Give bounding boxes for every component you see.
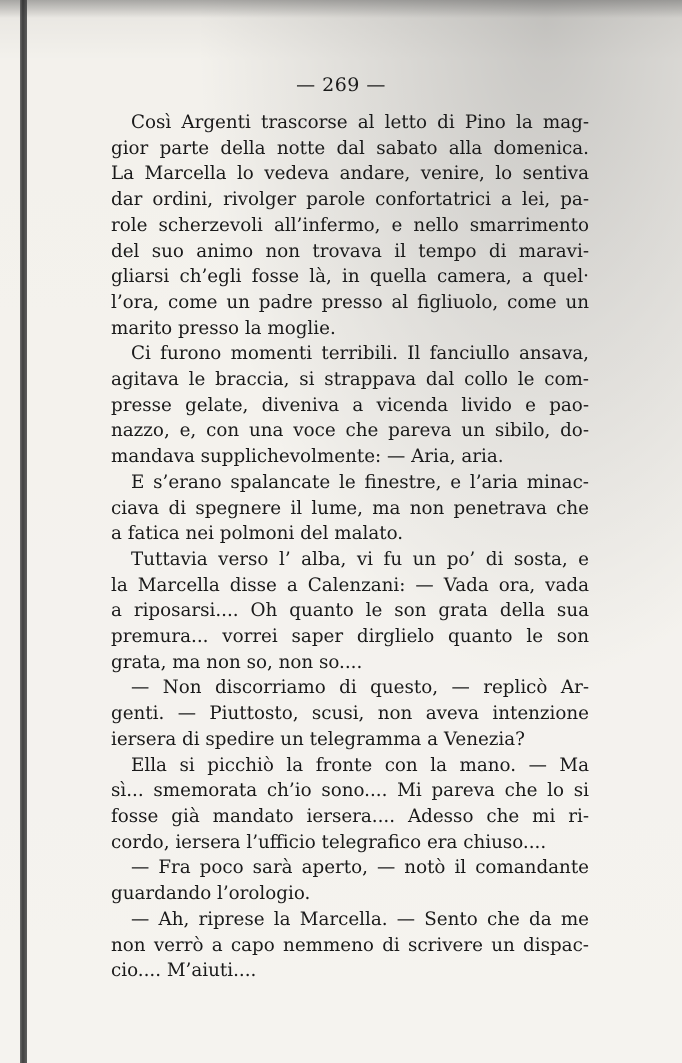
paragraph-1 — [111, 110, 589, 341]
text-line: premura... vorrei saper dirglielo quanto le son — [111, 626, 589, 648]
text-line: del suo animo non trovava il tempo di maravi- — [111, 240, 589, 262]
scan-shadow — [0, 0, 682, 18]
text-line: role scherzevoli all’infermo, e nello smarrimento — [111, 214, 589, 236]
text-line: mandava supplichevolmente: — Aria, aria. — [111, 446, 504, 468]
text-line: cio.... M’aiuti.... — [111, 960, 257, 982]
text-line: Tuttavia verso l’ alba, vi fu un po’ di sosta, e — [131, 548, 589, 570]
text-line: gior parte della notte dal sabato alla domenica. — [111, 137, 589, 159]
text-line: ciava di spegnere il lume, ma non penetrava che — [111, 497, 589, 519]
text-line: agitava le braccia, si strappava dal collo le com- — [111, 369, 589, 391]
text-line: — Ah, riprese la Marcella. — Sento che da me — [131, 908, 589, 930]
text-line: guardando l’orologio. — [111, 883, 311, 905]
text-line: gliarsi ch’egli fosse là, in quella camera, a quel· — [111, 266, 589, 288]
text-line: cordo, iersera l’ufficio telegrafico era chiuso.... — [111, 831, 547, 853]
text-line: nazzo, e, con una voce che pareva un sibilo, do- — [111, 420, 589, 442]
paragraph-4 — [111, 547, 589, 676]
text-line: genti. — Piuttosto, scusi, non aveva intenzione — [111, 703, 589, 725]
text-line: a fatica nei polmoni del malato. — [111, 523, 404, 545]
page-number: — 269 — — [296, 74, 386, 96]
text-line: marito presso la moglie. — [111, 317, 336, 339]
paragraph-7 — [111, 855, 589, 906]
paragraph-6 — [111, 753, 589, 856]
text-line: iersera di spedire un telegramma a Venezia? — [111, 728, 525, 750]
text-line: Ci furono momenti terribili. Il fanciullo ansava, — [131, 343, 589, 365]
text-line: sì... smemorata ch’io sono.... Mi pareva che lo si — [111, 780, 589, 802]
text-line: l’ora, come un padre presso al figliuolo, come un — [111, 291, 589, 313]
text-line: grata, ma non so, non so.... — [111, 651, 363, 673]
body-text — [111, 110, 589, 984]
text-line: a riposarsi.... Oh quanto le son grata della sua — [111, 600, 589, 622]
text-line: fosse già mandato iersera.... Adesso che mi ri- — [111, 805, 589, 827]
text-line: non verrò a capo nemmeno di scrivere un dispac- — [111, 934, 589, 956]
paragraph-8 — [111, 907, 589, 984]
text-line: Ella si picchiò la fronte con la mano. — Ma — [131, 754, 589, 776]
text-line: dar ordini, rivolger parole confortatrici a lei, pa- — [111, 189, 589, 211]
text-line: la Marcella disse a Calenzani: — Vada ora, vada — [111, 574, 589, 596]
text-line: Così Argenti trascorse al letto di Pino la mag- — [131, 112, 589, 133]
paragraph-2 — [111, 341, 589, 470]
paragraph-3 — [111, 470, 589, 547]
book-spine-edge — [20, 0, 27, 1063]
text-line: — Fra poco sarà aperto, — notò il comandante — [131, 857, 589, 879]
text-line: La Marcella lo vedeva andare, venire, lo sentiva — [111, 163, 589, 185]
text-line: — Non discorriamo di questo, — replicò Ar- — [131, 677, 589, 699]
paragraph-5 — [111, 675, 589, 752]
text-line: presse gelate, diveniva a vicenda livido e pao- — [111, 394, 589, 416]
text-line: E s’erano spalancate le finestre, e l’aria minac- — [131, 471, 589, 493]
